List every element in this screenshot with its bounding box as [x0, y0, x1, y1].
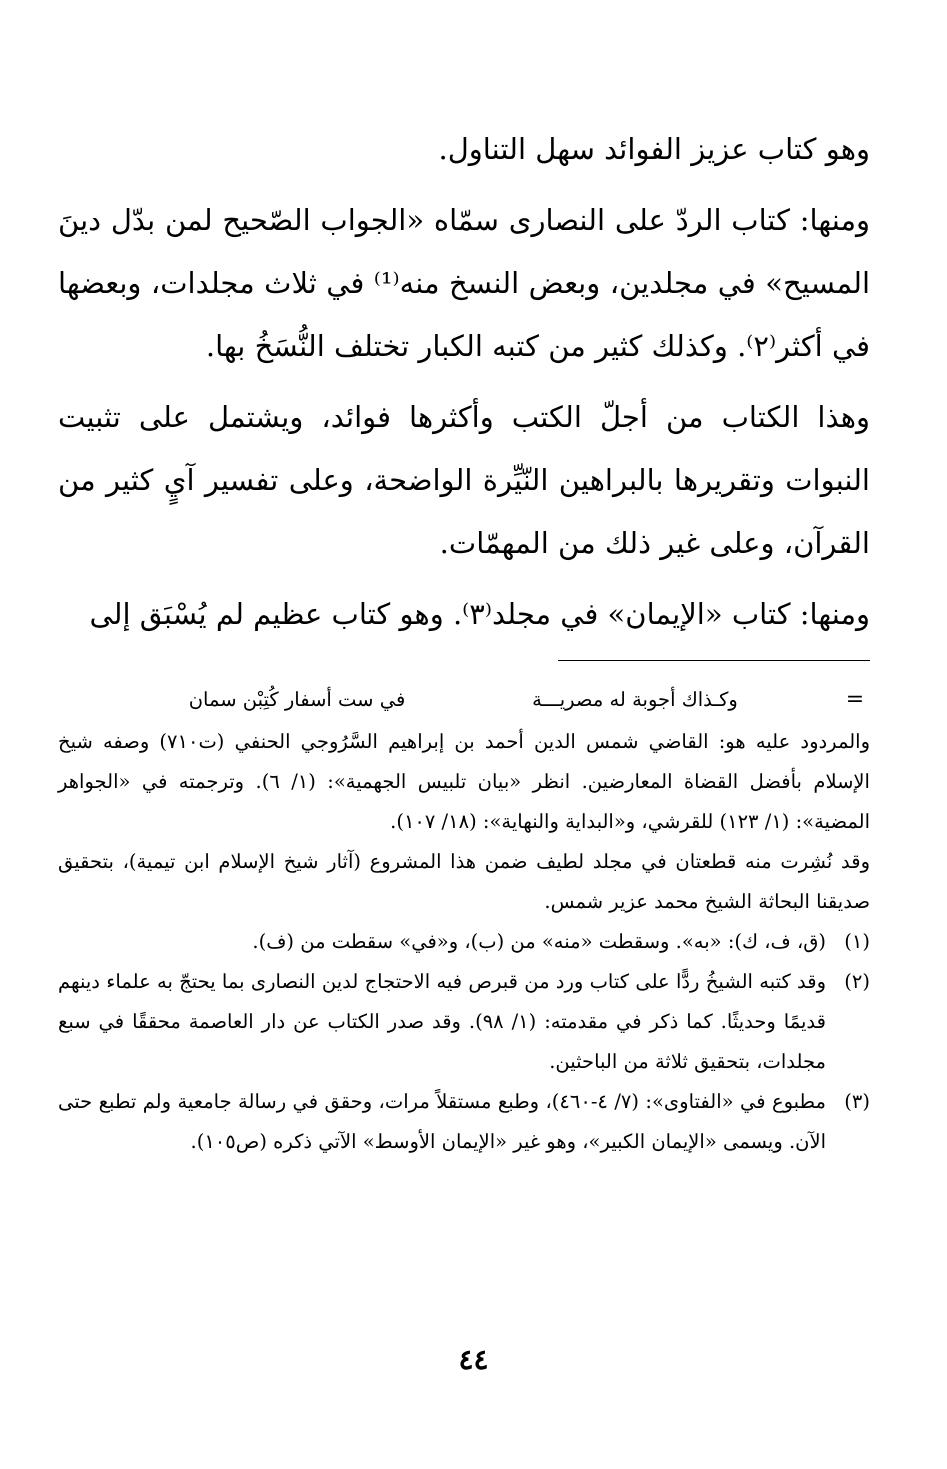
footnote-3 [58, 1082, 870, 1162]
footnote-separator [558, 660, 870, 661]
footnote-number: (١) [844, 930, 870, 953]
footnote-text: وقد كتبه الشيخُ ردًّا على كتاب ورد من قبرص فيه الاحتجاج لدين النصارى بما يحتجّ به علماء دينهم قديمًا وحديثًا. كما ذكر في مقدمته: (١/ ٩٨). وقد صدر الكتاب عن دار العاصمة محققًا في سبع مجلدات، بتحقيق ثلاثة من الباحثين. [58, 970, 826, 1073]
footnote-2 [58, 962, 870, 1082]
verse-hemistich-1: وكـذاك أجوبة له مصريـــة [532, 688, 738, 711]
footnote-text: مطبوع في «الفتاوى»: (٧/ ٤-٤٦٠)، وطبع مستقلاً مرات، وحقق في رسالة جامعية ولم تطبع حتى الآن. ويسمى «الإيمان الكبير»، وهو غير «الإيمان الأوسط» الآتي ذكره (ص١٠٥). [58, 1090, 826, 1153]
footnote-continuation-1: والمردود عليه هو: القاضي شمس الدين أحمد بن إبراهيم السَّرُوجي الحنفي (ت٧١٠) وصفه شيخ الإسلام بأفضل القضاة المعارضين. انظر «بيان تلبيس الجهمية»: (١/ ٦). وترجمته في «الجواهر المضية»: (١/ ١٢٣) للقرشي، و«البداية والنهاية»: (١٨/ ١٠٧). [58, 730, 870, 833]
page-body [58, 118, 871, 1153]
page-number: ٤٤ [458, 1343, 489, 1376]
paragraph-2: ومنها: كتاب الردّ على النصارى سمّاه «الجواب الصّحيح لمن بدّل دينَ المسيح» في مجلدين، وبعض النسخ منه⁽¹⁾ في ثلاث مجلدات، وبعضها في أكثر⁽٢⁾. وكذلك كثير من كتبه الكبار تختلف النُّسَخُ بها. [58, 203, 871, 363]
footnote-number: (٢) [844, 970, 870, 993]
paragraph-1: وهو كتاب عزيز الفوائد سهل التناول. [438, 132, 870, 166]
footnote-verse [58, 678, 870, 722]
paragraph-3: وهذا الكتاب من أجلّ الكتب وأكثرها فوائد، ويشتمل على تثبيت النبوات وتقريرها بالبراهين النّيِّرة الواضحة، وعلى تفسير آيٍ كثير من القرآن، وعلى غير ذلك من المهمّات. [58, 400, 870, 560]
main-text [58, 118, 870, 646]
paragraph-4: ومنها: كتاب «الإيمان» في مجلد⁽٣⁾. وهو كتاب عظيم لم يُسْبَق إلى [89, 597, 870, 631]
footnote-text: (ق، ف، ك): «به». وسقطت «منه» من (ب)، و«في» سقطت من (ف). [252, 930, 826, 953]
footnote-continuation-2: وقد نُشِرت منه قطعتان في مجلد لطيف ضمن هذا المشروع (آثار شيخ الإسلام ابن تيمية)، بتحقيق صديقنا البحاثة الشيخ محمد عزير شمس. [58, 850, 870, 913]
footnotes [58, 678, 870, 1162]
footnote-number: (٣) [844, 1090, 870, 1113]
verse-hemistich-2: في ست أسفار كُتِبْن سمان [188, 688, 406, 711]
continuation-marker: = [845, 687, 865, 712]
footnote-1 [58, 922, 870, 962]
